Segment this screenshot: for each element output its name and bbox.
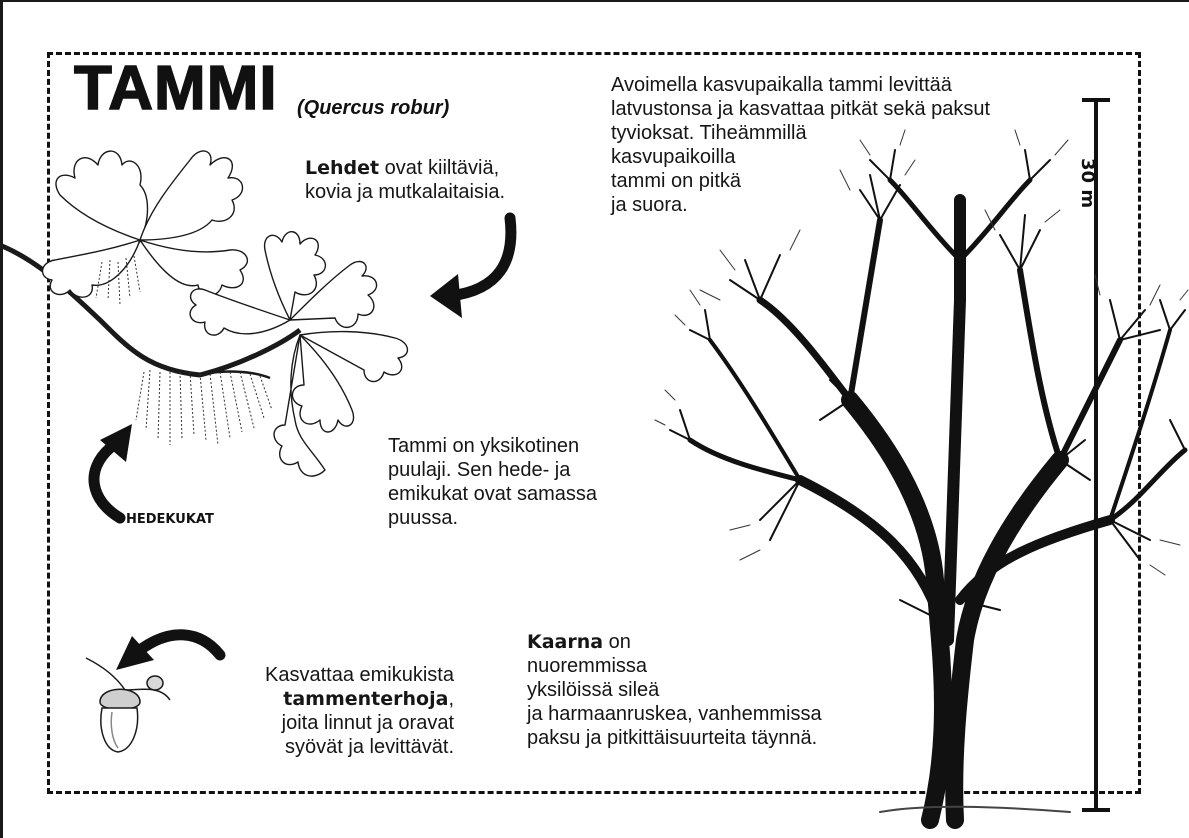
monoecious-text xyxy=(388,434,597,530)
bark-text-line1: on xyxy=(603,631,631,653)
flowers-curved-arrow-icon xyxy=(94,424,132,518)
acorns-line-4: syövät ja levittävät. xyxy=(285,736,454,758)
height-scale-label: 30 m xyxy=(1077,158,1098,209)
bark-line-5: paksu ja pitkittäisuurteita täynnä. xyxy=(527,727,818,749)
bark-line-4: ja harmaanruskea, vanhemmissa xyxy=(527,703,822,725)
growth-text xyxy=(611,73,990,217)
acorns-text xyxy=(226,663,454,759)
monoecious-line-1: Tammi on yksikotinen xyxy=(388,435,580,457)
growth-line-5: tammi on pitkä xyxy=(611,170,742,192)
bark-text xyxy=(527,630,822,750)
leaves-curved-arrow-icon xyxy=(430,218,511,318)
bark-term: Kaarna xyxy=(527,631,604,653)
acorns-term: tammenterhoja xyxy=(283,688,449,710)
growth-line-3: tyvioksat. Tiheämmillä xyxy=(611,122,807,144)
acorns-line-1: Kasvattaa emikukista xyxy=(265,664,454,686)
monoecious-line-2: puulaji. Sen hede- ja xyxy=(388,459,571,481)
male-flowers-label: HEDEKUKAT xyxy=(126,512,214,527)
monoecious-line-4: puussa. xyxy=(388,507,459,529)
acorns-term-suffix: , xyxy=(448,688,454,710)
leaves-term: Lehdet xyxy=(305,157,380,179)
page-title: TAMMI xyxy=(74,54,278,123)
growth-line-6: ja suora. xyxy=(611,194,688,216)
bark-line-2: nuoremmissa xyxy=(527,655,648,677)
growth-line-1: Avoimella kasvupaikalla tammi levittää xyxy=(611,74,952,96)
leaves-text xyxy=(305,156,505,204)
growth-line-4: kasvupaikoilla xyxy=(611,146,736,168)
latin-name: (Quercus robur) xyxy=(297,97,450,119)
acorns-line-3: joita linnut ja oravat xyxy=(281,712,454,734)
bark-line-3: yksilöissä sileä xyxy=(527,679,660,701)
acorn-curved-arrow-icon xyxy=(116,635,220,670)
leaves-text-line2: kovia ja mutkalaitaisia. xyxy=(305,181,506,203)
growth-line-2: latvustonsa ja kasvattaa pitkät sekä paksut xyxy=(611,98,991,120)
acorn-illustration xyxy=(86,658,170,752)
leaves-text-line1: ovat kiiltäviä, xyxy=(379,157,500,179)
monoecious-line-3: emikukat ovat samassa xyxy=(388,483,597,505)
